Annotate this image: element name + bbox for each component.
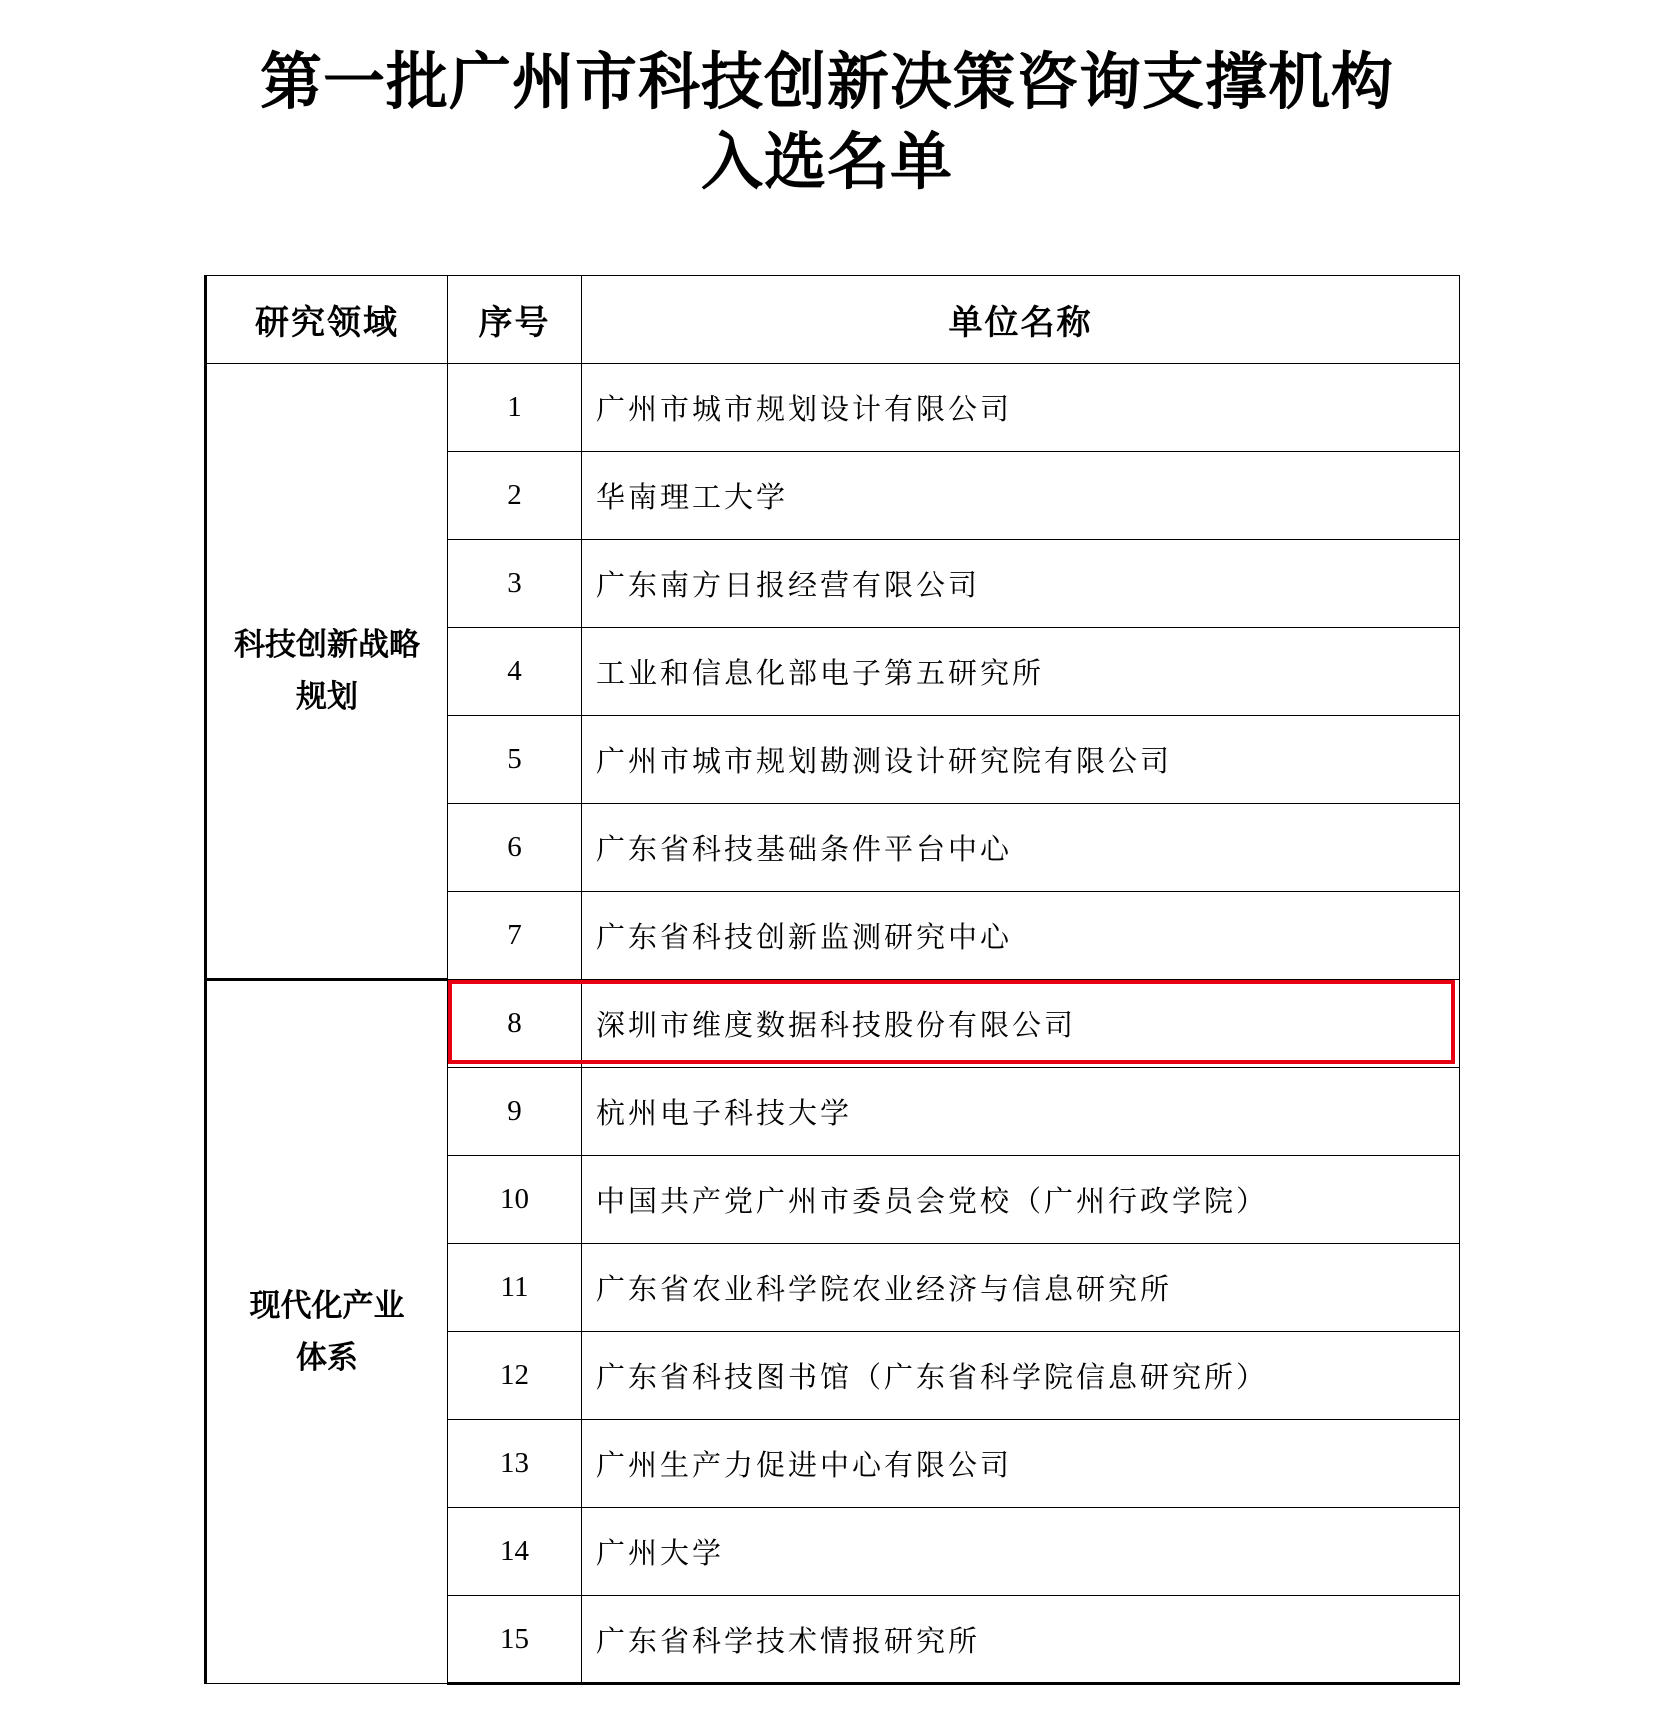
table-row [206,980,1460,1068]
institution-list-table [204,275,1460,1685]
seq-cell: 3 [448,540,582,628]
unit-name-cell: 深圳市维度数据科技股份有限公司 [582,980,1460,1068]
seq-cell: 9 [448,1068,582,1156]
seq-cell: 6 [448,804,582,892]
unit-name-cell: 广东省科技图书馆（广东省科学院信息研究所） [582,1332,1460,1420]
seq-cell: 13 [448,1420,582,1508]
seq-cell: 4 [448,628,582,716]
research-area-label-line2: 体系 [296,1340,358,1376]
research-area-cell [206,980,448,1684]
unit-name-cell: 广东省科技基础条件平台中心 [582,804,1460,892]
header-unit-name: 单位名称 [582,276,1460,364]
table-row [206,364,1460,452]
seq-cell: 15 [448,1596,582,1684]
unit-name-cell: 华南理工大学 [582,452,1460,540]
research-area-label-line2: 规划 [296,679,358,715]
unit-name-cell: 广州市城市规划勘测设计研究院有限公司 [582,716,1460,804]
seq-cell: 1 [448,364,582,452]
seq-cell: 7 [448,892,582,980]
seq-cell: 8 [448,980,582,1068]
research-area-label-line1: 现代化产业 [249,1288,405,1324]
header-seq: 序号 [448,276,582,364]
header-research-area: 研究领域 [206,276,448,364]
seq-cell: 11 [448,1244,582,1332]
research-area-label-line1: 科技创新战略 [234,627,420,663]
research-area-cell [206,364,448,980]
unit-name-cell: 广州市城市规划设计有限公司 [582,364,1460,452]
seq-cell: 5 [448,716,582,804]
unit-name-cell: 广东省农业科学院农业经济与信息研究所 [582,1244,1460,1332]
table-header-row [206,276,1460,364]
seq-cell: 2 [448,452,582,540]
unit-name-cell: 广东省科学技术情报研究所 [582,1596,1460,1684]
unit-name-cell: 广东省科技创新监测研究中心 [582,892,1460,980]
document-subtitle: 入选名单 [700,125,953,198]
unit-name-cell: 中国共产党广州市委员会党校（广州行政学院） [582,1156,1460,1244]
unit-name-cell: 广州大学 [582,1508,1460,1596]
unit-name-cell: 广州生产力促进中心有限公司 [582,1420,1460,1508]
unit-name-cell: 工业和信息化部电子第五研究所 [582,628,1460,716]
seq-cell: 10 [448,1156,582,1244]
unit-name-cell: 杭州电子科技大学 [582,1068,1460,1156]
document-title: 第一批广州市科技创新决策咨询支撑机构 [259,45,1394,118]
seq-cell: 12 [448,1332,582,1420]
seq-cell: 14 [448,1508,582,1596]
unit-name-cell: 广东南方日报经营有限公司 [582,540,1460,628]
